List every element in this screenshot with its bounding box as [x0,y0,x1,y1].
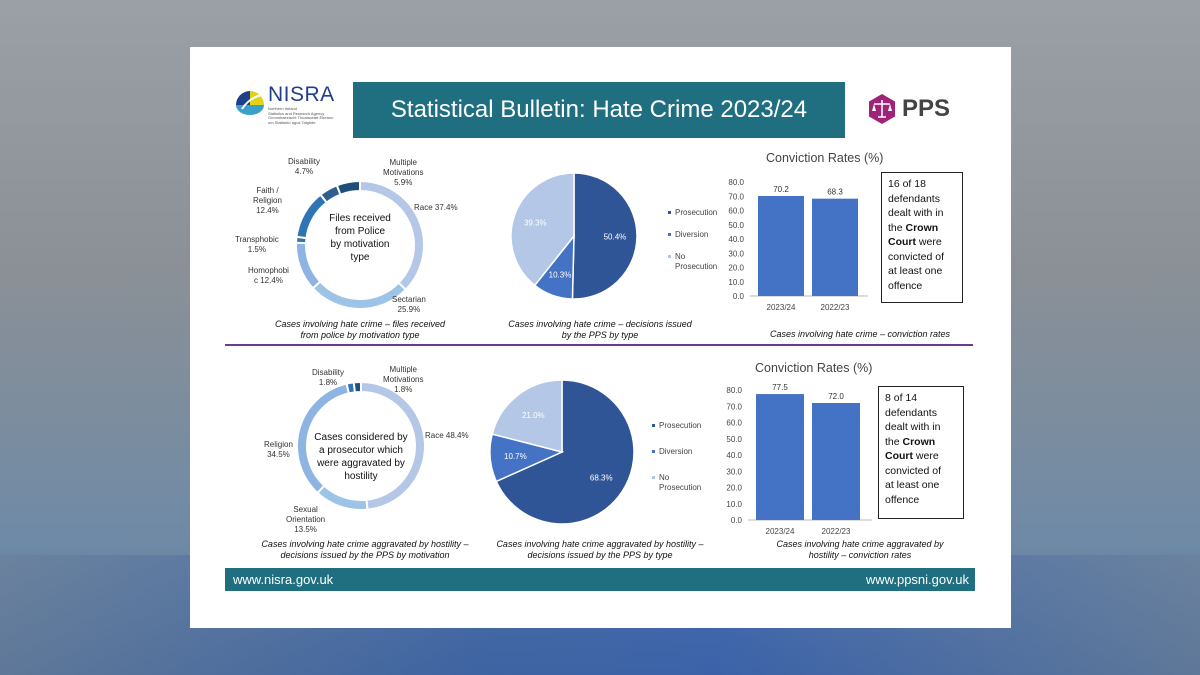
bar-data-label: 70.2 [773,184,789,194]
bar-chart-title: Conviction Rates (%) [766,151,884,165]
bar-chart-title: Conviction Rates (%) [755,361,873,375]
footer-bar [225,568,975,591]
pie-legend [668,208,717,272]
y-tick-label: 50.0 [726,434,742,444]
donut-center-line: by motivation [330,239,390,250]
y-tick-label: 70.0 [728,192,744,202]
caption-donut-2: Cases involving hate crime aggravated by hostility – decisions issued by the PPS by motivation [261,539,469,560]
donut-center-label [315,212,405,264]
crown-court-note: 8 of 14 defendants dealt with in the Crown Court were convicted of at least one offence [878,386,964,519]
caption-pie-2: Cases involving hate crime aggravated by hostility – decisions issued by the PPS by type [496,539,704,560]
pie-data-label: 68.3% [589,473,613,483]
infographic-card [190,47,1011,628]
legend-item-no-prosecution: No Prosecution [652,473,701,493]
bar-2023-24 [758,196,804,296]
y-tick-label: 10.0 [726,499,742,509]
legend-item-no-prosecution: No Prosecution [668,252,717,272]
y-tick-label: 10.0 [728,277,744,287]
nisra-sub-3: Gníomhaireacht Thuaisceart Éireann [268,115,334,120]
donut-center-line: were aggravated by [317,458,405,469]
donut-label-race: Race 48.4% [425,431,469,440]
section-divider [225,344,973,346]
donut-center-line: Cases considered by [314,432,408,443]
caption-bar-2: Cases involving hate crime aggravated by hostility – conviction rates [776,539,944,560]
pie-data-label: 10.7% [504,451,527,461]
nisra-website-link[interactable]: www.nisra.gov.uk [233,572,334,587]
donut-label-disability: Disability 4.7% [288,157,321,176]
donut-label-faith: Faith / Religion 12.4% [253,186,282,215]
donut-label-religion: Religion 34.5% [264,440,293,459]
donut-center-line: Files received [329,213,391,224]
y-tick-label: 40.0 [726,451,742,460]
donut-label-transphobic: Transphobic 1.5% [235,235,279,254]
donut-center-line: hostility [344,471,378,482]
nisra-sub-4: um Staitisticí agus Taighde [268,119,316,125]
legend-item-diversion: Diversion [652,447,701,457]
donut-center-line: from Police [334,226,385,237]
pie-data-label: 10.3% [548,270,572,280]
pie-data-label: 39.3% [523,218,547,228]
caption-pie-1: Cases involving hate crime – decisions issued by the PPS by type [508,319,692,340]
legend-item-prosecution: Prosecution [652,421,701,431]
y-tick-label: 80.0 [726,386,742,395]
nisra-sub-1: Northern Ireland [268,106,297,111]
donut-center-line: a prosecutor which [319,445,403,456]
bar-chart-conviction [720,164,880,322]
donut-center-label [310,431,412,483]
y-tick-label: 20.0 [728,263,744,273]
x-tick-label: 2022/23 [821,527,851,534]
page-title: Statistical Bulletin: Hate Crime 2023/24 [353,82,845,138]
y-tick-label: 30.0 [726,467,742,477]
x-tick-label: 2023/24 [766,303,796,312]
pie-data-label: 21.0% [521,411,545,421]
y-tick-label: 0.0 [732,292,744,301]
caption-donut-1: Cases involving hate crime – files received from police by motivation type [274,319,446,340]
pps-wordmark: PPS [902,95,951,122]
bar-2023-24 [756,394,804,520]
y-tick-label: 50.0 [728,220,744,230]
y-tick-label: 40.0 [728,235,744,244]
bar-data-label: 77.5 [772,383,788,393]
pie-chart-aggravated-decisions [488,378,636,526]
bar-chart-aggravated-conviction [708,374,878,534]
y-tick-label: 20.0 [726,483,742,493]
y-tick-label: 30.0 [728,249,744,259]
legend-item-prosecution: Prosecution [668,208,717,218]
caption-bar-1: Cases involving hate crime – conviction rates [769,329,951,339]
bar-data-label: 68.3 [827,187,843,197]
donut-label-multiple: Multiple Motivations 5.9% [383,158,424,187]
y-tick-label: 0.0 [730,516,742,525]
pie-legend [652,421,701,493]
scales-of-justice-icon [866,93,898,125]
x-tick-label: 2022/23 [820,303,850,312]
y-tick-label: 80.0 [728,178,744,187]
x-tick-label: 2023/24 [765,527,795,534]
y-tick-label: 70.0 [726,402,742,412]
donut-label-sectarian: Sectarian 25.9% [392,295,426,314]
donut-label-homophobic: Homophobi c 12.4% [248,266,289,285]
donut-label-race: Race 37.4% [414,203,458,212]
donut-segment-multiple-motivations [337,181,360,195]
legend-item-diversion: Diversion [668,230,717,240]
bar-data-label: 72.0 [828,392,844,401]
pps-website-link[interactable]: www.ppsni.gov.uk [865,572,969,587]
nisra-sub-2: Statistics and Research Agency [268,110,325,116]
donut-segment-multiple-motivations [354,382,361,392]
nisra-logo [232,83,342,133]
y-tick-label: 60.0 [728,206,744,216]
donut-label-sexual-orientation: Sexual Orientation 13.5% [286,505,326,534]
nisra-emblem-icon [232,83,268,119]
nisra-wordmark: NISRA [268,83,335,106]
donut-center-line: type [350,252,370,263]
crown-court-note: 16 of 18 defendants dealt with in the Crown Court were convicted of at least one offence [881,172,963,303]
donut-label-multiple: Multiple Motivations 1.8% [383,365,424,394]
pie-data-label: 50.4% [603,232,627,242]
pps-logo [866,93,966,127]
donut-label-disability: Disability 1.8% [312,368,345,387]
y-tick-label: 60.0 [726,418,742,428]
bar-2022-23 [812,199,858,296]
pie-chart-decisions [508,170,640,302]
bar-2022-23 [812,403,860,520]
